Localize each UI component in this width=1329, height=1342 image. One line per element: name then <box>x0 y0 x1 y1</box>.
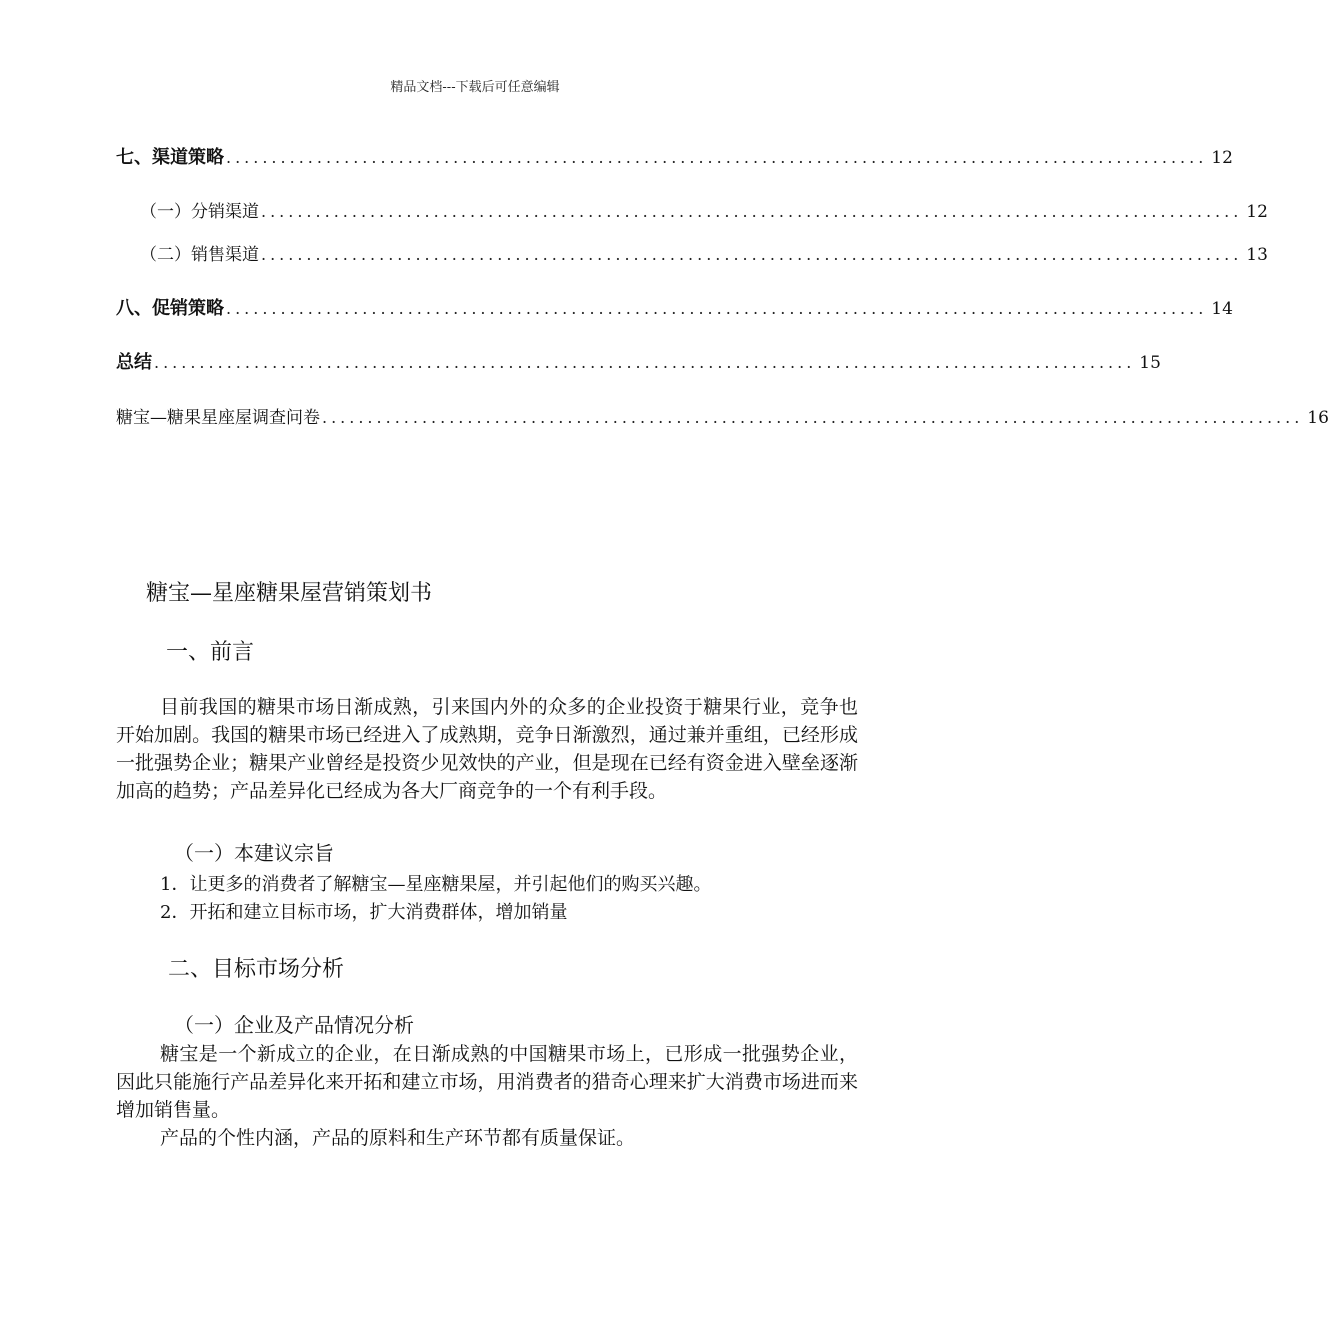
toc-entry-title: 糖宝—糖果星座屋调查问卷 <box>116 408 320 428</box>
section-heading-target-market: 二、目标市场分析 <box>168 957 345 982</box>
toc-dot-leader: ............................................................................................................ <box>226 299 1208 318</box>
company-analysis-paragraph: 糖宝是一个新成立的企业，在日渐成熟的中国糖果市场上，已形成一批强势企业，因此只能施行产品差异化来开拓和建立市场，用消费者的猎奇心理来扩大消费市场进而来增加销售量。 <box>116 1043 858 1121</box>
toc-entry-title: 总结 <box>116 352 152 373</box>
page-header: 精品文档---下载后可任意编辑 <box>390 80 560 95</box>
document-title: 糖宝—星座糖果屋营销策划书 <box>146 581 433 606</box>
toc-dot-leader: ............................................................................................................ <box>154 353 1136 372</box>
toc-entry-page: 15 <box>1139 353 1161 373</box>
toc-entry-page: 13 <box>1246 245 1268 265</box>
toc-entry-channel-strategy[interactable] <box>116 143 1233 169</box>
toc-dot-leader: ............................................................................................................ <box>261 245 1243 264</box>
toc-dot-leader: ............................................................................................................ <box>226 148 1208 167</box>
toc-entry-title: （一）分销渠道 <box>140 202 259 222</box>
subsection-heading-company-analysis: （一）企业及产品情况分析 <box>174 1013 414 1037</box>
toc-dot-leader: ............................................................................................................ <box>322 408 1304 427</box>
toc-entry-sales-channel[interactable] <box>140 240 1268 265</box>
toc-entry-page: 14 <box>1211 299 1233 319</box>
toc-dot-leader: ............................................................................................................ <box>261 202 1243 221</box>
toc-entry-title: 八、促销策略 <box>116 298 224 319</box>
toc-entry-questionnaire[interactable] <box>116 403 1329 428</box>
purpose-item-1: 1．让更多的消费者了解糖宝—星座糖果屋，并引起他们的购买兴趣。 <box>160 874 712 895</box>
toc-entry-summary[interactable] <box>116 348 1161 374</box>
toc-entry-promotion-strategy[interactable] <box>116 294 1233 320</box>
subsection-heading-purpose: （一）本建议宗旨 <box>174 841 334 865</box>
toc-entry-title: （二）销售渠道 <box>140 245 259 265</box>
toc-entry-page: 12 <box>1211 148 1233 168</box>
purpose-item-2: 2．开拓和建立目标市场，扩大消费群体，增加销量 <box>160 902 568 923</box>
toc-entry-title: 七、渠道策略 <box>116 147 224 168</box>
section-heading-preface: 一、前言 <box>166 640 255 665</box>
preface-paragraph: 目前我国的糖果市场日渐成熟，引来国内外的众多的企业投资于糖果行业，竞争也开始加剧。我国的糖果市场已经进入了成熟期，竞争日渐激烈，通过兼并重组，已经形成一批强势企业；糖果产业曾经是投资少见效快的产业，但是现在已经有资金进入壁垒逐渐加高的趋势；产品差异化已经成为各大厂商竞争的一个有利手段。 <box>116 696 858 802</box>
product-quality-paragraph: 产品的个性内涵，产品的原料和生产环节都有质量保证。 <box>160 1127 636 1149</box>
toc-entry-distribution-channel[interactable] <box>140 197 1268 222</box>
toc-entry-page: 16 <box>1307 408 1329 428</box>
toc-entry-page: 12 <box>1246 202 1268 222</box>
